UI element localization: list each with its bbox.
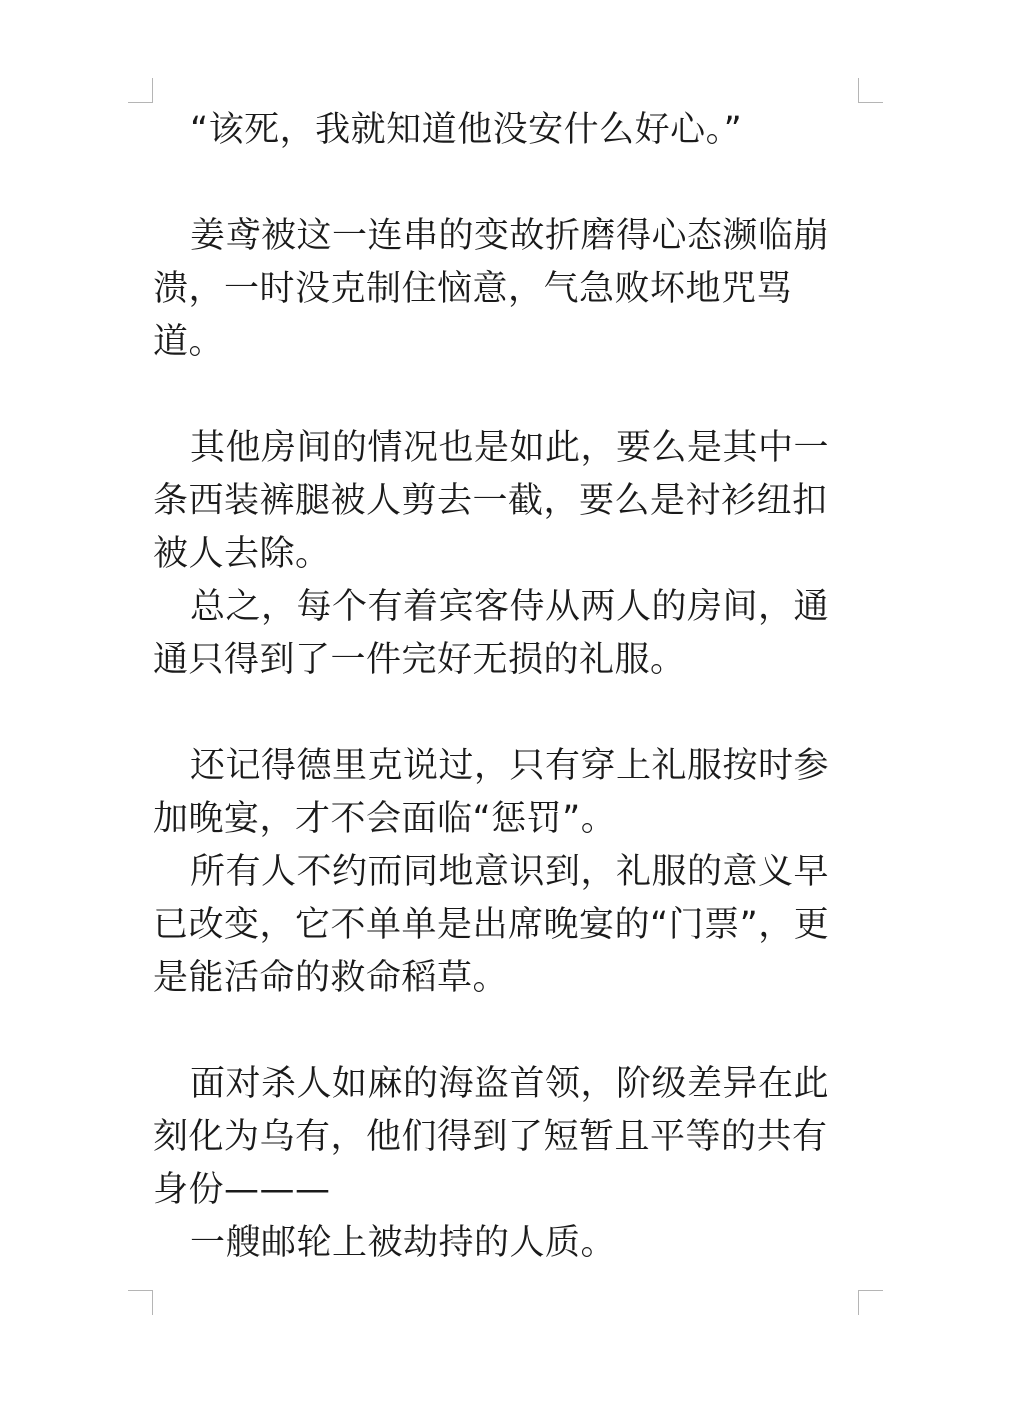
paragraph: “该死，我就知道他没安什么好心。” — [190, 110, 743, 150]
crop-mark-bottom-left — [128, 1290, 153, 1315]
crop-mark-bottom-right — [858, 1290, 883, 1315]
paragraph: 其他房间的情况也是如此，要么是其中一条西装裤腿被人剪去一截，要么是衬衫纽扣被人去除。 — [153, 428, 830, 574]
paragraph: 总之，每个有着宾客侍从两人的房间，通通只得到了一件完好无损的礼服。 — [153, 587, 830, 680]
document-body[interactable] — [153, 104, 859, 1270]
paragraph: 还记得德里克说过，只有穿上礼服按时参加晚宴，才不会面临“惩罚”。 — [153, 746, 830, 839]
blank-line — [153, 369, 859, 422]
crop-mark-top-left — [128, 78, 153, 103]
blank-line — [153, 1005, 859, 1058]
paragraph: 所有人不约而同地意识到，礼服的意义早已改变，它不单单是出席晚宴的“门票”，更是能活命的救命稻草。 — [153, 852, 830, 998]
blank-line — [153, 687, 859, 740]
paragraph: 一艘邮轮上被劫持的人质。 — [190, 1223, 617, 1263]
crop-mark-top-right — [858, 78, 883, 103]
paragraph: 面对杀人如麻的海盗首领，阶级差异在此刻化为乌有，他们得到了短暂且平等的共有身份——— — [153, 1064, 830, 1210]
blank-line — [153, 157, 859, 210]
paragraph: 姜鸢被这一连串的变故折磨得心态濒临崩溃，一时没克制住恼意，气急败坏地咒骂道。 — [153, 216, 830, 362]
